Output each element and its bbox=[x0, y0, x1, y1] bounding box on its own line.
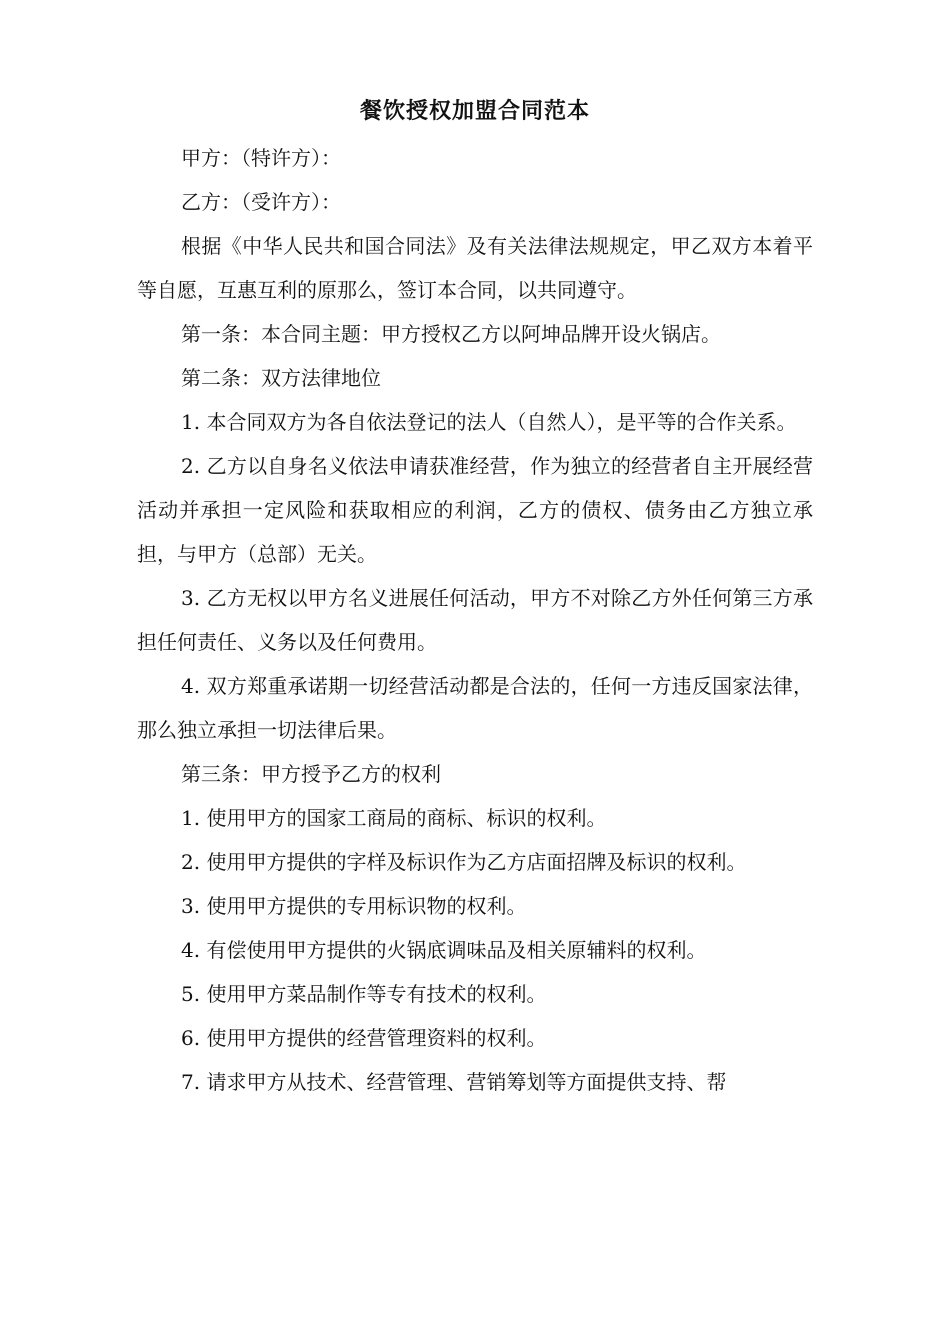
paragraph-article-2-heading: 第二条：双方法律地位 bbox=[181, 366, 381, 390]
paragraph-article-2-item-4: 4. 双方郑重承诺期一切经营活动都是合法的，任何一方违反国家法律，那么独立承担一切法律后果。 bbox=[137, 674, 813, 742]
paragraph-article-3-item-7: 7. 请求甲方从技术、经营管理、营销筹划等方面提供支持、帮 bbox=[181, 1070, 727, 1094]
document-title: 餐饮授权加盟合同范本 bbox=[359, 99, 590, 124]
paragraph-article-3-item-3: 3. 使用甲方提供的专用标识物的权利。 bbox=[181, 894, 527, 918]
paragraph-article-2-item-2: 2. 乙方以自身名义依法申请获准经营，作为独立的经营者自主开展经营活动并承担一定风险和获取相应的利润，乙方的债权、债务由乙方独立承担，与甲方（总部）无关。 bbox=[137, 454, 813, 566]
document-body bbox=[137, 92, 813, 1104]
paragraph-article-3-heading: 第三条：甲方授予乙方的权利 bbox=[181, 762, 441, 786]
paragraph-party-a: 甲方：（特许方）： bbox=[181, 146, 341, 170]
paragraph-article-3-item-2: 2. 使用甲方提供的字样及标识作为乙方店面招牌及标识的权利。 bbox=[181, 850, 747, 874]
paragraph-article-3-item-4: 4. 有偿使用甲方提供的火锅底调味品及相关原辅料的权利。 bbox=[181, 938, 707, 962]
paragraph-article-1: 第一条：本合同主题：甲方授权乙方以阿坤品牌开设火锅店。 bbox=[181, 322, 721, 346]
paragraph-article-2-item-3: 3. 乙方无权以甲方名义进展任何活动，甲方不对除乙方外任何第三方承担任何责任、义务以及任何费用。 bbox=[137, 586, 813, 654]
paragraph-article-3-item-1: 1. 使用甲方的国家工商局的商标、标识的权利。 bbox=[181, 806, 607, 830]
paragraph-article-3-item-6: 6. 使用甲方提供的经营管理资料的权利。 bbox=[181, 1026, 547, 1050]
paragraph-party-b: 乙方：（受许方）： bbox=[181, 190, 341, 214]
paragraph-preamble: 根据《中华人民共和国合同法》及有关法律法规规定，甲乙双方本着平等自愿，互惠互利的原那么，签订本合同，以共同遵守。 bbox=[137, 234, 813, 302]
paragraph-article-2-item-1: 1. 本合同双方为各自依法登记的法人（自然人），是平等的合作关系。 bbox=[181, 410, 797, 434]
paragraph-article-3-item-5: 5. 使用甲方菜品制作等专有技术的权利。 bbox=[181, 982, 547, 1006]
